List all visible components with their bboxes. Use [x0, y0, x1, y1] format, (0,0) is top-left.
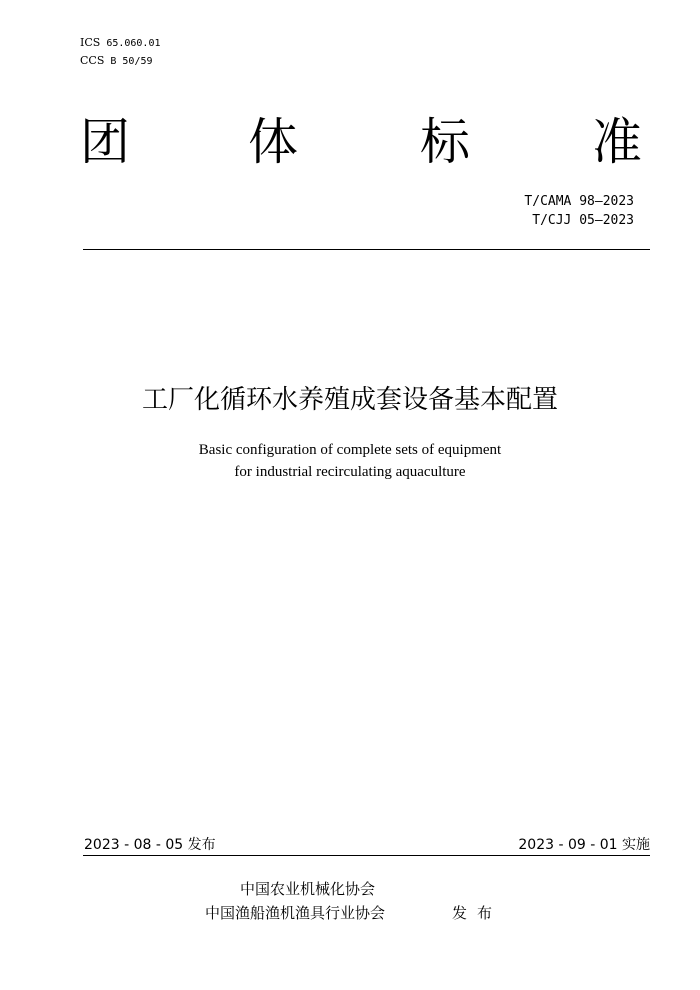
- heading-char-1: 团: [80, 113, 130, 171]
- title-english-line-2: for industrial recirculating aquaculture: [234, 464, 466, 480]
- standard-number-1: T/CAMA 98—2023: [524, 194, 634, 209]
- standard-number-2: T/CJJ 05—2023: [532, 213, 634, 228]
- heading-char-4: 准: [592, 113, 642, 171]
- publisher-org-2: 中国渔船渔机渔具行业协会: [205, 904, 386, 922]
- heading-char-3: 标: [420, 113, 470, 171]
- publish-date: 2023 - 08 - 05 发布: [84, 837, 216, 853]
- publisher-org-1: 中国农业机械化协会: [240, 880, 376, 898]
- ics-code: 65.060.01: [106, 38, 161, 49]
- bottom-rule: [83, 855, 650, 856]
- heading-char-2: 体: [248, 113, 298, 171]
- publish-label: 发布: [452, 904, 503, 922]
- ics-label: ICS: [80, 36, 101, 49]
- title-english-line-1: Basic configuration of complete sets of equipment: [198, 442, 502, 458]
- implementation-date: 2023 - 09 - 01 实施: [518, 837, 650, 853]
- title-chinese: 工厂化循环水养殖成套设备基本配置: [141, 385, 558, 415]
- ccs-code: B 50/59: [110, 56, 153, 67]
- top-rule: [83, 249, 650, 250]
- ics-line: [80, 36, 161, 49]
- ccs-label: CCS: [80, 54, 105, 67]
- ccs-line: [80, 54, 153, 67]
